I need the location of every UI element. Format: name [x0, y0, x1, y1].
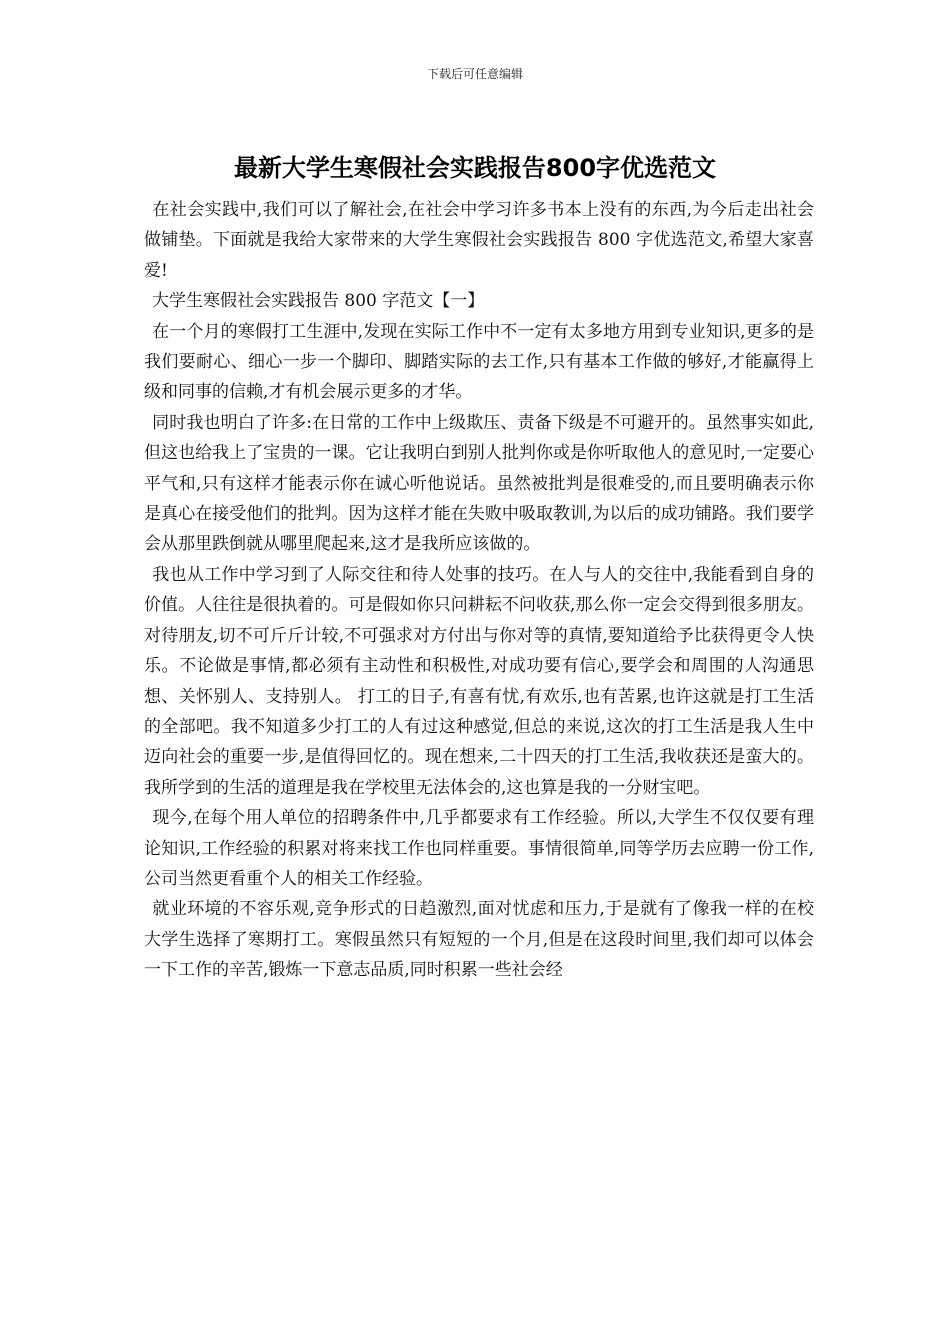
document-body: [144, 195, 814, 986]
paragraph: [144, 894, 814, 985]
section-heading: [144, 286, 814, 316]
paragraph-text: 现今,在每个用人单位的招聘条件中,几乎都要求有工作经验。所以,大学生不仅仅要有理论知识,工作经验的积累对将来找工作也同样重要。事情很简单,同等学历去应聘一份工作,公司当然更看重个人的相关工作经验。: [144, 808, 814, 889]
header-note: 下载后可任意编辑: [426, 67, 523, 81]
paragraph-text: 我也从工作中学习到了人际交往和待人处事的技巧。在人与人的交往中,我能看到自身的价值。人往往是很执着的。可是假如你只问耕耘不问收获,那么你一定会交得到很多朋友。对待朋友,切不可斤斤计较,不可强求对方付出与你对等的真情,要知道给予比获得更令人快乐。不论做是事情,都必须有主动性和积极性,对成功要有信心,要学会和周围的人沟通思想、关怀别人、支持别人。 打工的日子,有喜有忧,有欢乐,也有苦累,也许这就是打工生活的全部吧。我不知道多少打工的人有过这种感觉,但总的来说,这次的打工生活是我人生中迈向社会的重要一步,是值得回忆的。现在想来,二十四天的打工生活,我收获还是蛮大的。我所学到的生活的道理是我在学校里无法体会的,这也算是我的一分财宝吧。: [144, 564, 814, 798]
paragraph: [144, 317, 814, 408]
paragraph-text: 在社会实践中,我们可以了解社会,在社会中学习许多书本上没有的东西,为今后走出社会做铺垫。下面就是我给大家带来的大学生寒假社会实践报告 800 字优选范文,希望大家喜爱!: [144, 200, 814, 281]
paragraph: [144, 560, 814, 803]
paragraph: [144, 408, 814, 560]
paragraph: [144, 803, 814, 894]
document-title: 最新大学生寒假社会实践报告800字优选范文: [233, 154, 717, 182]
section-heading-text: 大学生寒假社会实践报告 800 字范文【一】: [152, 291, 485, 312]
paragraph-text: 在一个月的寒假打工生涯中,发现在实际工作中不一定有太多地方用到专业知识,更多的是我们要耐心、细心一步一个脚印、脚踏实际的去工作,只有基本工作做的够好,才能赢得上级和同事的信赖,才有机会展示更多的才华。: [144, 321, 814, 403]
paragraph-intro: [144, 195, 814, 286]
paragraph-text: 同时我也明白了许多:在日常的工作中上级欺压、责备下级是不可避开的。虽然事实如此,但这也给我上了宝贵的一课。它让我明白到别人批判你或是你听取他人的意见时,一定要心平气和,只有这样才能表示你在诚心听他说话。虽然被批判是很难受的,而且要明确表示你是真心在接受他们的批判。因为这样才能在失败中吸取教训,为以后的成功铺路。我们要学会从那里跌倒就从哪里爬起来,这才是我所应该做的。: [144, 412, 814, 555]
paragraph-text: 就业环境的不容乐观,竞争形式的日趋激烈,面对忧虑和压力,于是就有了像我一样的在校大学生选择了寒期打工。寒假虽然只有短短的一个月,但是在这段时间里,我们却可以体会一下工作的辛苦,锻炼一下意志品质,同时积累一些社会经: [144, 899, 814, 981]
